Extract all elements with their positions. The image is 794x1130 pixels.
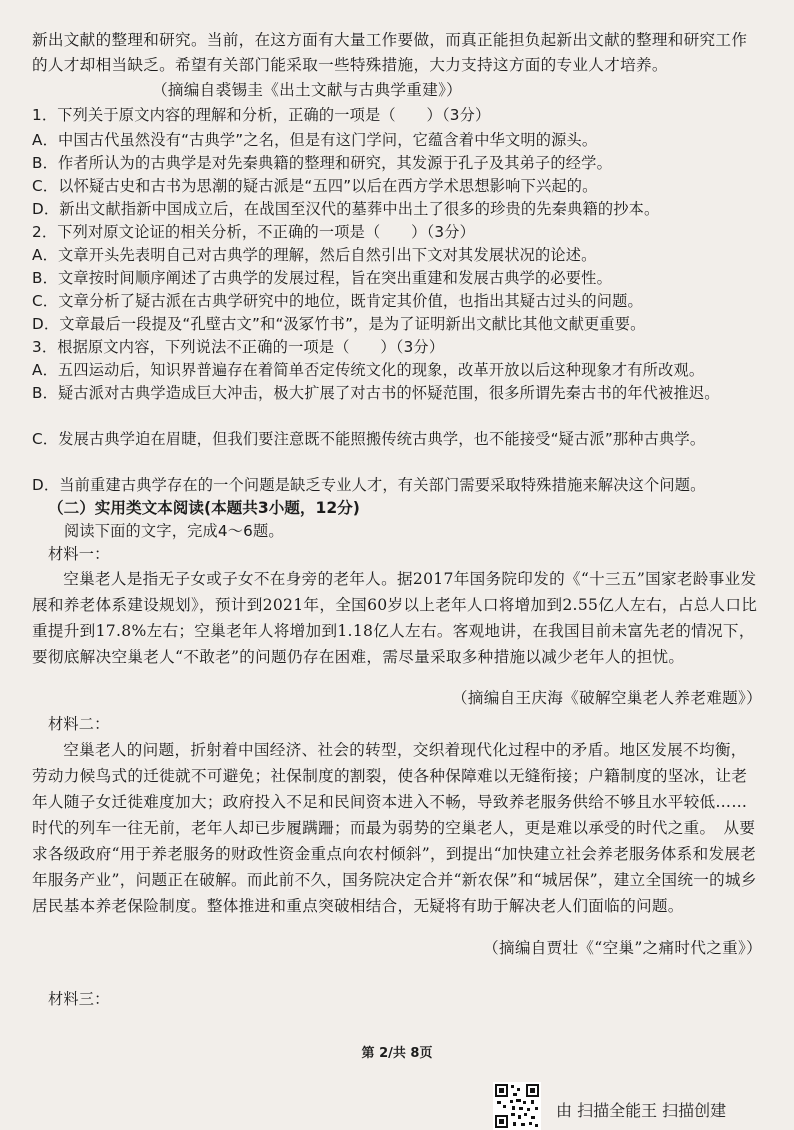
scanner-watermark-text: 由 扫描全能王 扫描创建 <box>556 1101 727 1120</box>
question-1-option-b: B．作者所认为的古典学是对先秦典籍的整理和研究，其发源于孔子及其弟子的经学。 <box>32 154 612 172</box>
question-1-option-a: A．中国古代虽然没有“古典学”之名，但是有这门学问，它蕴含着中华文明的源头。 <box>32 131 598 149</box>
material-2-label: 材料二： <box>48 715 110 733</box>
question-2-stem: 2．下列对原文论证的相关分析，不正确的一项是（ ）（3分） <box>32 223 475 241</box>
page-number: 第 2/共 8页 <box>361 1046 433 1061</box>
question-1-option-c: C．以怀疑古史和古书为思潮的疑古派是“五四”以后在西方学术思想影响下兴起的。 <box>32 177 598 195</box>
question-2-option-b: B．文章按时间顺序阐述了古典学的发展过程，旨在突出重建和发展古典学的必要性。 <box>32 269 612 287</box>
section-2-title: （二）实用类文本阅读(本题共3小题，12分) <box>48 499 360 517</box>
question-3-option-d: D．当前重建古典学存在的一个问题是缺乏专业人才，有关部门需要采取特殊措施来解决这个问题。 <box>32 476 706 494</box>
question-1-option-d: D．新出文献指新中国成立后，在战国至汉代的墓葬中出土了很多的珍贵的先秦典籍的抄本。 <box>32 200 660 218</box>
section-2-instruction: 阅读下面的文字，完成4～6题。 <box>64 522 284 540</box>
question-1-stem: 1．下列关于原文内容的理解和分析，正确的一项是（ ）（3分） <box>32 106 491 124</box>
question-3-stem: 3．根据原文内容，下列说法不正确的一项是（ ）（3分） <box>32 338 445 356</box>
question-3-option-b: B．疑古派对古典学造成巨大冲击，极大扩展了对古书的怀疑范围，很多所谓先秦古书的年代被推迟。 <box>32 384 720 402</box>
question-3-option-a: A．五四运动后，知识界普遍存在着简单否定传统文化的现象，改革开放以后这种现象才有所改观。 <box>32 361 705 379</box>
material-1-source: （摘编自王庆海《破解空巢老人养老难题》） <box>451 689 762 707</box>
intro-source: （摘编自裘锡圭《出土文献与古典学重建》） <box>152 81 463 99</box>
material-1-label: 材料一： <box>48 545 110 563</box>
question-2-option-c: C．文章分析了疑古派在古典学研究中的地位，既肯定其价值，也指出其疑古过头的问题。 <box>32 292 643 310</box>
material-2-text: 空巢老人的问题，折射着中国经济、社会的转型，交织着现代化过程中的矛盾。地区发展不均衡，劳动力候鸟式的迁徙就不可避免；社保制度的割裂，使各种保障难以无缝衔接；户籍制度的坚冰，让老年人随子女迁徙难度加大；政府投入不足和民间资本进入不畅，导致养老服务供给不够且水平较低……时代的列车一往无前，老年人却已步履蹒跚；而最为弱势的空巢老人，更是难以承受的时代之重。 从要求各级政府“用于养老服务的财政性资金重点向农村倾斜”，到提出“加快建立社会养老服务体系和发展老年服务产业”，问题正在破解。而此前不久，国务院决定合并“新农保”和“城居保”，建立全国统一的城乡居民基本养老保险制度。整体推进和重点突破相结合，无疑将有助于解决老人们面临的问题。 <box>32 741 757 915</box>
material-3-label: 材料三： <box>48 990 110 1008</box>
question-2-option-a: A．文章开头先表明自己对古典学的理解，然后自然引出下文对其发展状况的论述。 <box>32 246 597 264</box>
question-2-option-d: D．文章最后一段提及“孔壁古文”和“汲冢竹书”，是为了证明新出文献比其他文献更重要。 <box>32 315 646 333</box>
qr-code-icon <box>493 1082 541 1130</box>
material-2-source: （摘编自贾壮《“空巢”之痛时代之重》） <box>483 939 762 957</box>
material-1-text: 空巢老人是指无子女或子女不在身旁的老年人。据2017年国务院印发的《“十三五”国家老龄事业发展和养老体系建设规划》，预计到2021年，全国60岁以上老年人口将增加到2.55亿人左右，占总人口比重提升到17.8%左右；空巢老年人将增加到1.18亿人左右。客观地讲，在我国目前未富先老的情况下，要彻底解决空巢老人“不敢老”的问题仍存在困难，需尽量采取多种措施以减少老年人的担忧。 <box>32 570 758 666</box>
question-3-option-c: C．发展古典学迫在眉睫，但我们要注意既不能照搬传统古典学，也不能接受“疑古派”那种古典学。 <box>32 430 706 448</box>
intro-paragraph: 新出文献的整理和研究。当前，在这方面有大量工作要做，而真正能担负起新出文献的整理和研究工作的人才却相当缺乏。希望有关部门能采取一些特殊措施，大力支持这方面的专业人才培养。 <box>32 31 748 74</box>
